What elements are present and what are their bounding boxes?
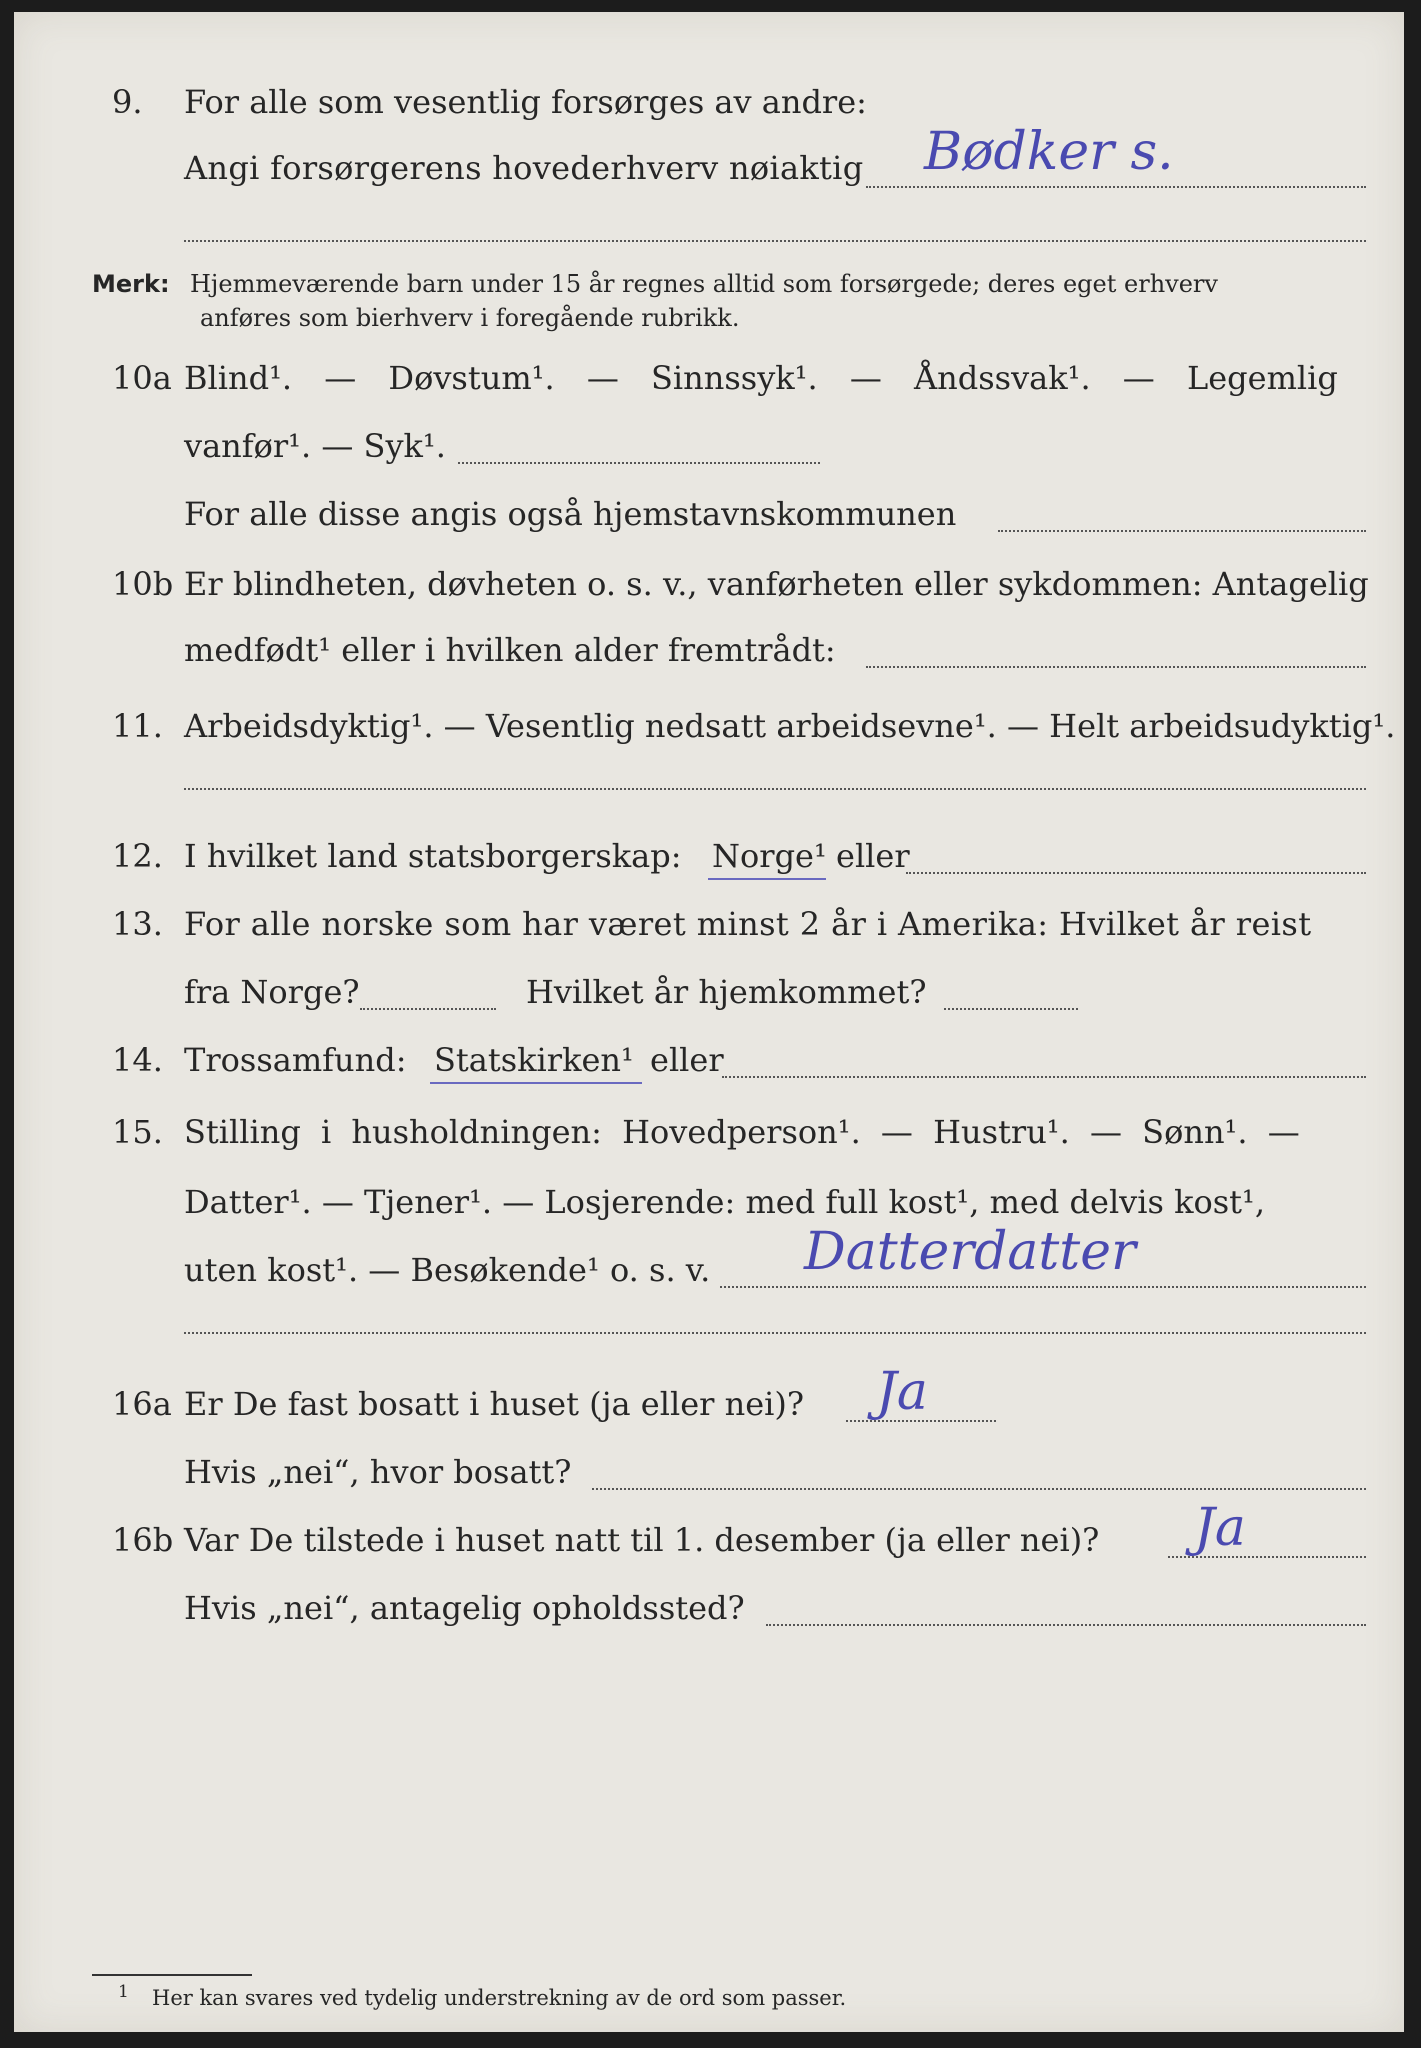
q16b-number: 16b (112, 1521, 174, 1559)
q13-year-left-line[interactable] (360, 1008, 496, 1010)
q9-answer-line[interactable] (866, 186, 1366, 188)
q13-row-2 (14, 968, 1404, 1016)
q9-question-2: Angi forsørgerens hovederhverv nøiaktig (184, 149, 864, 187)
q12-number: 12. (112, 837, 163, 875)
q16a-where-line[interactable] (592, 1488, 1366, 1490)
q12-eller: eller (836, 837, 910, 875)
q10b-answer-line[interactable] (866, 666, 1366, 668)
q11-number: 11. (112, 707, 163, 745)
q9-number: 9. (112, 83, 143, 121)
q9-row-1 (14, 78, 1404, 126)
q13-question: For alle norske som har været minst 2 år i Amerika: Hvilket år reist (184, 905, 1312, 943)
q9-extra-line[interactable] (184, 240, 1366, 242)
q12-underline-mark (708, 878, 826, 880)
q12-row (14, 832, 1404, 880)
q16b-row-1 (14, 1498, 1404, 1564)
q10b-number: 10b (112, 565, 174, 603)
q10a-row-2 (14, 422, 1404, 470)
q10a-row-3 (14, 490, 1404, 538)
merk-text-1: Hjemmeværende barn under 15 år regnes alltid som forsørgede; deres eget erhverv (190, 270, 1218, 298)
q16a-handwritten-answer: Ja (876, 1362, 928, 1422)
q15-row-3 (14, 1222, 1404, 1294)
q10b-question-2: medfødt¹ eller i hvilken alder fremtrådt: (184, 631, 836, 669)
q16b-row-2 (14, 1584, 1404, 1632)
q10a-number: 10a (112, 359, 172, 397)
q9-handwritten-answer: Bødker s. (924, 122, 1174, 182)
q10a-options: Blind¹. — Døvstum¹. — Sinnssyk¹. — Åndssvak¹. — Legemlig (184, 359, 1338, 397)
q15-handwritten-answer: Datterdatter (804, 1222, 1136, 1282)
q12-answer-line[interactable] (906, 872, 1366, 874)
q14-selected-statskirken: Statskirken¹ (434, 1041, 634, 1079)
q14-number: 14. (112, 1041, 163, 1079)
q9-row-2 (14, 122, 1404, 192)
q16a-row-1 (14, 1362, 1404, 1428)
q15-options-3: uten kost¹. — Besøkende¹ o. s. v. (184, 1251, 711, 1289)
q9-question: For alle som vesentlig forsørges av andre: (184, 83, 867, 121)
q15-number: 15. (112, 1113, 163, 1151)
q16b-handwritten-answer: Ja (1194, 1498, 1246, 1558)
q14-answer-line[interactable] (722, 1076, 1366, 1078)
q14-underline-mark (430, 1082, 642, 1084)
q16a-number: 16a (112, 1385, 172, 1423)
q16b-where-line[interactable] (766, 1624, 1366, 1626)
footnote-text: Her kan svares ved tydelig understrekning av de ord som passer. (152, 1986, 847, 2010)
q13-left-norway: fra Norge? (184, 973, 360, 1011)
q13-number: 13. (112, 905, 163, 943)
census-form-page (14, 12, 1404, 2032)
q10a-home-municipality: For alle disse angis også hjemstavnskommunen (184, 495, 957, 533)
q16b-question: Var De tilstede i huset natt til 1. desember (ja eller nei)? (184, 1521, 1100, 1559)
q13-returned: Hvilket år hjemkommet? (526, 973, 927, 1011)
q13-year-returned-line[interactable] (944, 1008, 1078, 1010)
q10b-question: Er blindheten, døvheten o. s. v., vanførheten eller sykdommen: Antagelig (184, 565, 1369, 603)
q10b-row-2 (14, 626, 1404, 674)
q12-selected-norge: Norge¹ (712, 837, 827, 875)
q14-eller: eller (650, 1041, 724, 1079)
q15-extra-line[interactable] (184, 1332, 1366, 1334)
q16a-row-2 (14, 1448, 1404, 1496)
q14-row (14, 1036, 1404, 1084)
merk-text-2: anføres som bierhverv i foregående rubrikk. (200, 304, 740, 332)
q15-options-1: Stilling i husholdningen: Hovedperson¹. — Hustru¹. — Sønn¹. — (184, 1113, 1300, 1151)
q16a-where: Hvis „nei“, hvor bosatt? (184, 1453, 572, 1491)
q12-question: I hvilket land statsborgerskap: (184, 837, 682, 875)
q10a-municipality-line[interactable] (998, 530, 1366, 532)
footnote-rule (92, 1974, 252, 1976)
q13-row-1 (14, 900, 1404, 948)
footnote-mark: 1 (118, 1982, 129, 2002)
q16a-question: Er De fast bosatt i huset (ja eller nei)? (184, 1385, 805, 1423)
q15-options-2: Datter¹. — Tjener¹. — Losjerende: med full kost¹, med delvis kost¹, (184, 1183, 1266, 1221)
merk-label: Merk: (92, 270, 170, 298)
q10b-row-1 (14, 560, 1404, 608)
q15-row-2 (14, 1178, 1404, 1226)
q10a-row-1 (14, 354, 1404, 402)
q15-answer-line[interactable] (720, 1286, 1366, 1288)
q11-row (14, 702, 1404, 750)
q10a-syk-line[interactable] (458, 462, 820, 464)
q10a-options-2: vanfør¹. — Syk¹. (184, 427, 446, 465)
q14-question: Trossamfund: (184, 1041, 407, 1079)
q11-answer-line[interactable] (184, 788, 1366, 790)
q15-row-1 (14, 1108, 1404, 1156)
q11-options: Arbeidsdyktig¹. — Vesentlig nedsatt arbeidsevne¹. — Helt arbeidsudyktig¹. (184, 707, 1396, 745)
q16b-where: Hvis „nei“, antagelig opholdssted? (184, 1589, 745, 1627)
